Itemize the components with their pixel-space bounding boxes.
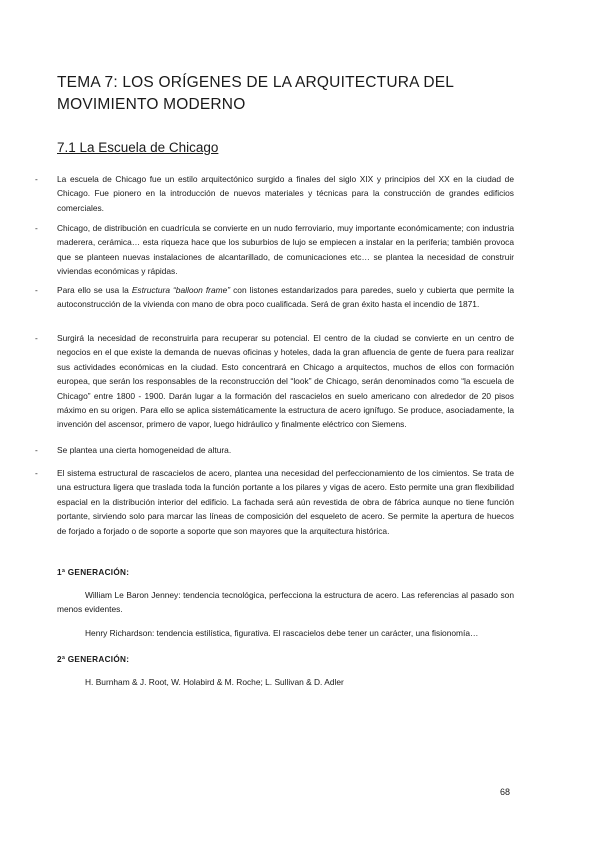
bullet-dash: - [35, 445, 38, 455]
paragraph-balloon-frame [35, 283, 514, 312]
paragraph-text-before: Para ello se usa la [57, 285, 132, 295]
paragraph-text-after: con listones estandarizados para paredes, suelo y cubierta que permite la autoconstrucción de la vivienda con mano de obra poco cualificada. Será de gran éxito hasta el incendio de 1871. [57, 285, 514, 310]
section-heading: 7.1 La Escuela de Chicago [57, 140, 219, 155]
bullet-dash: - [35, 468, 38, 478]
paragraph-text: La escuela de Chicago fue un estilo arquitectónico surgido a finales del siglo XIX y principios del XX en la ciudad de Chicago. Fue pionero en la introducción de nuevos materiales y técnicas para la construcción de grandes edificios comerciales. [57, 174, 514, 213]
paragraph-text: Se plantea una cierta homogeneidad de altura. [57, 445, 232, 455]
bullet-dash: - [35, 174, 38, 184]
paragraph-homogeneidad [35, 443, 514, 457]
page-number: 68 [500, 787, 511, 797]
second-generation-architects: H. Burnham & J. Root, W. Holabird & M. Roche; L. Sullivan & D. Adler [85, 677, 344, 687]
paragraph-sistema-estructural [35, 466, 514, 538]
paragraph-text: El sistema estructural de rascacielos de acero, plantea una necesidad del perfeccionamiento de los cimientos. Se trata de una estructura ligera que traslada toda la función portante a los pilares y vigas de acero. Esto permite una gran flexibilidad espacial en la distribución interior del edificio. La fachada será aún revestida de obra de fábrica aunque no tiene función portante, sirviendo solo para marcar las líneas de composición del esqueleto de acero. Se permite la apertura de huecos de forjado a forjado o de soporte a soporte que son mayores que la arquitectura histórica. [57, 468, 514, 536]
second-generation-heading: 2ª GENERACIÓN: [57, 655, 130, 664]
balloon-frame-emphasis: Estructura “balloon frame” [131, 285, 231, 295]
paragraph-chicago-distribucion [35, 221, 514, 279]
first-generation-heading: 1ª GENERACIÓN: [57, 568, 130, 577]
paragraph-escuela-chicago [35, 172, 514, 215]
paragraph-text: Chicago, de distribución en cuadrícula se convierte en un nudo ferroviario, muy importante económicamente; con industria maderera, cerámica… esta riqueza hace que los suburbios de lujo se empiecen a instalar en la periferia; también provoca que se planteen nuevas instalaciones de alcantarillado, de comunicaciones etc… se plantea la necesidad de construir viviendas económicas y rápidas. [57, 223, 514, 277]
bullet-dash: - [35, 333, 38, 343]
first-generation-richardson: Henry Richardson: tendencia estilística, figurativa. El rascacielos debe tener un carácter, una fisionomía… [85, 628, 479, 638]
bullet-dash: - [35, 223, 38, 233]
paragraph-text: Surgirá la necesidad de reconstruirla para recuperar su potencial. El centro de la ciudad se convierte en un centro de negocios en el que existe la demanda de nuevas oficinas y hoteles, dada la gran afluencia de gente de fuera para realizar sus actividades económicas en la ciudad. Esto concentrará en Chicago a arquitectos, muchos de ellos con formación europea, que serán los responsables de la reconstrucción del “look” de Chicago, serán denominados como “la escuela de Chicago” entre 1800 - 1900. Darán lugar a la formación del rascacielos en suelo americano con alrededor de 20 pisos máximo en su origen. Para ello se aplica sistemáticamente la estructura de acero ignífugo. Se produce, asociadamente, la invención del ascensor, primero de vapor, luego hidráulico y finalmente eléctrico con Siemens. [57, 333, 514, 430]
first-generation-jenney: William Le Baron Jenney: tendencia tecnológica, perfecciona la estructura de acero. Las referencias al pasado son menos evidentes. [57, 590, 514, 615]
page-title: TEMA 7: LOS ORÍGENES DE LA ARQUITECTURA DEL MOVIMIENTO MODERNO [57, 74, 454, 113]
bullet-dash: - [35, 285, 38, 295]
paragraph-reconstruccion [35, 331, 514, 432]
